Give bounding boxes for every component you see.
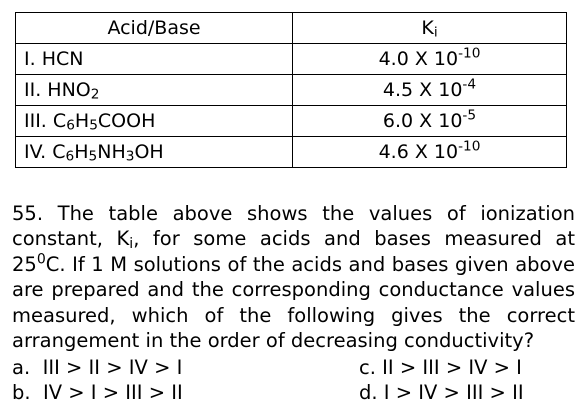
ki-mantissa: 4.6 X 10 xyxy=(378,141,459,163)
compound-cell xyxy=(16,137,293,168)
option-a-letter: a. xyxy=(12,356,31,379)
formula-subscript: 3 xyxy=(125,148,135,165)
option-c-letter: c. xyxy=(359,356,376,379)
table-row xyxy=(16,106,567,137)
ki-mantissa: 4.5 X 10 xyxy=(382,79,463,101)
table-header-row xyxy=(16,13,567,44)
option-d-text: I > IV > III > II xyxy=(383,381,524,405)
compound-cell xyxy=(16,75,293,106)
option-b-letter: b. xyxy=(12,381,31,405)
ki-value-cell xyxy=(293,44,567,75)
option-c-text: II > III > IV > I xyxy=(382,356,522,379)
ki-subscript: i xyxy=(433,24,438,41)
question-ki-subscript: i xyxy=(129,236,134,253)
header-ki xyxy=(293,13,567,44)
option-a[interactable] xyxy=(12,355,359,380)
option-d[interactable] xyxy=(359,380,524,405)
formula-text: C xyxy=(52,141,66,163)
table-row xyxy=(16,44,567,75)
ionization-constant-table xyxy=(15,12,567,168)
row-numeral: III. xyxy=(24,110,47,132)
formula-text: NH xyxy=(97,141,126,163)
question-number: 55. xyxy=(12,202,44,225)
options-row-2 xyxy=(12,380,575,405)
ki-value-cell xyxy=(293,75,567,106)
options-row-1 xyxy=(12,355,575,380)
option-a-text: III > II > IV > I xyxy=(42,356,183,379)
option-d-letter: d. xyxy=(359,381,378,405)
ki-exponent: -10 xyxy=(458,138,481,155)
option-b[interactable] xyxy=(12,380,359,405)
compound-cell xyxy=(16,106,293,137)
header-acid-base: Acid/Base xyxy=(16,13,293,44)
compound-cell xyxy=(16,44,293,75)
option-b-text: IV > I > III > II xyxy=(42,381,183,405)
option-c[interactable] xyxy=(359,355,522,380)
formula-subscript: 6 xyxy=(65,148,75,165)
degree-superscript: 0 xyxy=(36,251,46,268)
ki-value-cell xyxy=(293,137,567,168)
formula-text: HNO xyxy=(47,79,91,101)
formula-subscript: 6 xyxy=(66,117,75,134)
ki-exponent: -5 xyxy=(462,107,477,124)
question-text-part2: , for some acids and bases measured at 25 xyxy=(12,227,575,276)
formula-text: C xyxy=(52,110,67,132)
table-row xyxy=(16,137,567,168)
ki-exponent: -4 xyxy=(462,76,477,93)
table-row xyxy=(16,75,567,106)
ki-mantissa: 4.0 X 10 xyxy=(378,48,459,70)
ki-value-cell xyxy=(293,106,567,137)
formula-text: HCN xyxy=(41,48,84,70)
answer-options xyxy=(12,355,575,406)
formula-text: COOH xyxy=(97,110,156,132)
formula-text: OH xyxy=(134,141,164,163)
question-55 xyxy=(12,201,575,353)
row-numeral: I. xyxy=(24,48,36,70)
formula-subscript: 5 xyxy=(88,148,98,165)
ki-symbol: K xyxy=(421,17,434,39)
row-numeral: II. xyxy=(24,79,42,101)
formula-text: H xyxy=(74,141,89,163)
row-numeral: IV. xyxy=(24,141,47,163)
ki-mantissa: 6.0 X 10 xyxy=(382,110,463,132)
table-body xyxy=(16,44,567,168)
formula-subscript: 2 xyxy=(90,86,100,103)
question-text-part1: The table above shows the values of ionization constant, K xyxy=(12,202,575,251)
formula-subscript: 5 xyxy=(89,117,98,134)
formula-text: H xyxy=(74,110,90,132)
ki-exponent: -10 xyxy=(458,45,481,62)
question-text-part3: C. If 1 M solutions of the acids and bases given above are prepared and the corresponding conductance values measured, which of the following gives the correct arrangement in the order of decreasing conductivity? xyxy=(12,252,575,353)
